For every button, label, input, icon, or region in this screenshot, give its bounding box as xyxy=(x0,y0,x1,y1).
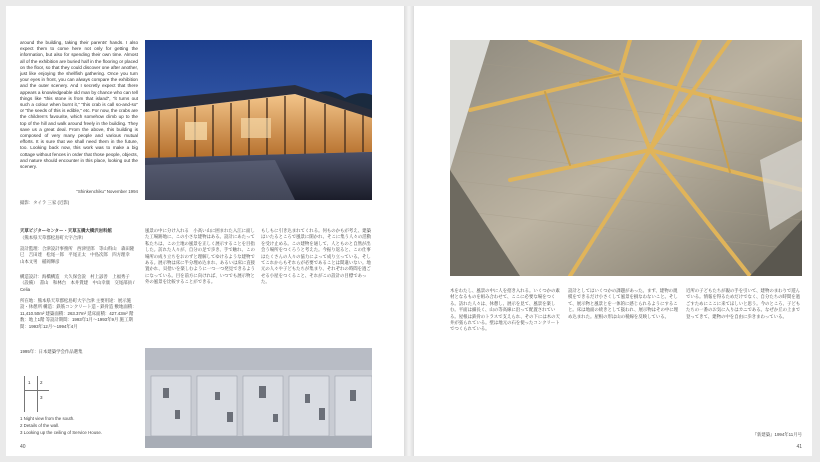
key-number-2: 2 xyxy=(40,380,43,385)
right-essay-col2: 設計としてはいくつかの課題があった。まず、建物の規模をできるだけ小さくして風景を損なわないこと。そして、展示物と風景とを一体的に感じられるようにすること。床は地面の続きとして扱われ、展示物はその中に埋め込まれた。屋根の形は山の稜線を反映している。 xyxy=(568,288,679,319)
essay-english: around the building, taking their parents' hands. I also expect them to come here not only for getting the information, but also for spending their own time. Almost all of the exhibition are buried half in the flooring or placed on the floor, so that they could discover one after another, just like enjoying the shellfish gathering. Once you turn your eyes in front, you can always compare the exhibition and the outer scenery. And I secretly expect that there appears a knowledgeable old man by chance who can tell things like "this stone is from that island", "it turns out such a colour when burnt it," "this crab is call so-and-so" or "the seeds of this is edible," etc. For now, the crabs are the children's favourite, which somehow climb up to the top of the hill and walk around freely in the building. They save us a great deal. From the above, this building is composed of very many people and various mutual efforts. It is sure that we shall need them in the future, too. Looking back now, this work was to make a big cottage without fences in order that those people, objects, and nature should encounter in this place, looking out the scenery. xyxy=(20,40,138,170)
caption-3: 3 Looking up the ceiling of Service House. xyxy=(20,430,103,435)
structure-credits: 構造設計：海橋構造 大久保会説 村上諺善 上福秀子（設備） 書山 和林台 本井貨建 中山幸康 交尾部員 / Celia xyxy=(20,274,135,292)
caption-2: 2 Details of the wall. xyxy=(20,423,60,428)
photo-credit: 撮影：タイラ 三家 (近影) xyxy=(20,200,70,205)
essay-japanese-col2: もしもに引き込まれてくれる。何ものかもが考え、建築はいたるところで風景に開かれ、そこに集う人々の活動を受け止める。この建物を通して、人とものと自然が出会う場所をつくろうと考えた。今振り返ると、この仕事はたくさんの人々の協力によって成り立っている。そしてこれからもそれらが必要であることは間違いない。地元の人々や子どもたちが集まり、それぞれの時間を過ごせる小屋をつくること、それがこの設計の目標であった。 xyxy=(261,228,372,285)
wall-detail-photo xyxy=(145,348,372,448)
ceiling-image xyxy=(450,40,802,276)
caption-1: 1 Night view from the south. xyxy=(20,416,75,421)
right-page xyxy=(414,6,812,456)
project-title: 天草ビジターセンター・天草五橋大橋沢岩料館 xyxy=(20,228,112,233)
key-number-3: 3 xyxy=(40,395,43,400)
right-essay-source: 『新建築』1994年11月号 xyxy=(752,432,802,437)
right-essay-col3: 近所の子どもたちが親の手を引いて、建物のまわりで遊んでいる。情報を得るためだけでなく、自分たちの時間を過ごすためにここに来てほしいと思う。今のところ、子どもたちの一番のお気に入りはカニである。なぜか丘の上まで登ってきて、建物の中を自由に歩きまわっている。 xyxy=(686,288,801,319)
book-gutter xyxy=(404,6,414,456)
essay-japanese-col1: 風景の中に分け入れる 小高い山に囲まれた入江に面した工場跡地に、この小さな建物はある。設計にあたって私たちは、この土地の風景を正しく展示することを目指した。訪れた人々が、自分の足で歩き、手で触れ、この場所の成り立ちをおのずと理解してゆけるような建物である。展示物は床に半分埋め込まれ、あるいは床に直接置かれ、貝拾いを楽しむように一つ一つ発見できるようになっている。目を前方に向ければ、いつでも展示物と外の風景を比較することができる。 xyxy=(145,228,256,285)
right-page-number: 41 xyxy=(796,444,802,450)
essay-source: "Shinkenchiku" November 1994 xyxy=(76,189,138,194)
photo-key-diagram xyxy=(24,376,65,412)
key-number-1: 1 xyxy=(28,380,31,385)
night-view-photo xyxy=(145,40,372,200)
design-credits: 設計監理：合津設計事務所 西津里郎 等山料山 森田隆巳 吉田達 松尾一郎 平尾正太 中島次郎 四方理幸 山本文男 稲岡輝彦 xyxy=(20,246,135,264)
wall-detail-image xyxy=(145,348,372,448)
project-subtitle: （熊本県天草郡松島町大字合津） xyxy=(20,235,86,240)
left-page xyxy=(6,6,404,456)
night-view-image xyxy=(145,40,372,200)
right-essay-col1: 木をわたし、風景の中に人を招き入れる。いくつかの素材となるものを組み合わせて、ここに必要な場をつくる。訪れた人々は、休憩し、展示を見て、風景を楽しむ。平面は細長く、山の等高線に沿って配置されている。屋根は鉄骨のトラスで支えられ、その下には木の天井が張られている。壁は地元の石を使ったコンクリートでつくられている。 xyxy=(450,288,560,332)
ceiling-photo xyxy=(450,40,802,276)
left-page-number: 40 xyxy=(20,444,26,450)
award-note: 1995年：日本建築学会作品選集 xyxy=(20,349,83,354)
project-details: 所在地：熊本県天草郡松島町大字合津 主要用途：展示施設・休憩所 構造：鉄筋コンクリート造・鉄骨造 敷地面積：11,410.50m² 建築面積：263.37m² 延床面積：427.43m² 階数：地上1階 等設計期間：1993年1月〜1993年9月 施工期間：1993年12月〜1994年4月 xyxy=(20,298,137,329)
